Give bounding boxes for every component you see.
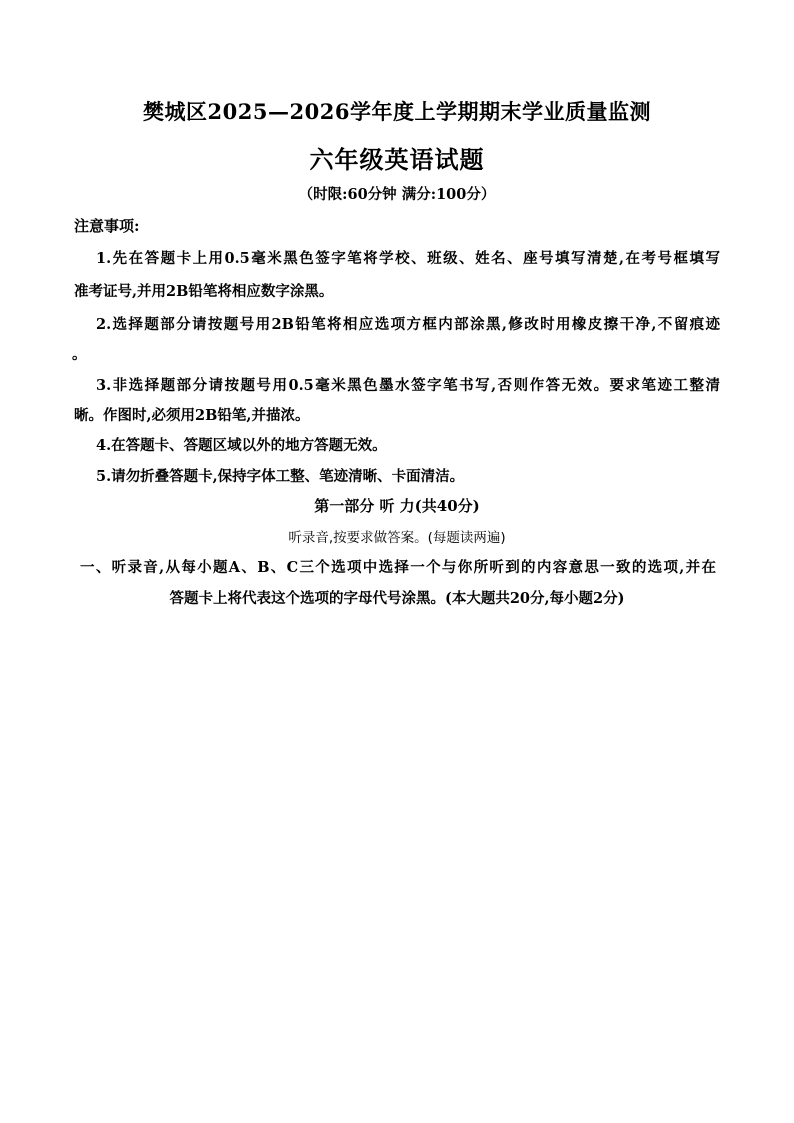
exam-subtitle: 六年级英语试题 <box>309 145 485 174</box>
notice-item-1-line-1: 1.先在答题卡上用0.5毫米黑色签字笔将学校、班级、姓名、座号填写清楚,在考号框填写 <box>96 250 720 267</box>
notice-item-1-line-2: 准考证号,并用2B铅笔将相应数字涂黑。 <box>74 283 334 300</box>
notice-item-2-line-1: 2.选择题部分请按题号用2B铅笔将相应选项方框内部涂黑,修改时用橡皮擦干净,不留痕迹 <box>96 316 720 333</box>
notice-item-2-line-2: 。 <box>72 346 87 363</box>
question-1-instruction-line-2: 答题卡上将代表这个选项的字母代号涂黑。(本大题共20分,每小题2分) <box>169 590 625 607</box>
notice-item-5: 5.请勿折叠答题卡,保持字体工整、笔迹清晰、卡面清洁。 <box>96 468 465 485</box>
question-1-instruction-line-1: 一、听录音,从每小题A、B、C三个选项中选择一个与你所听到的内容意思一致的选项,并在 <box>80 559 716 576</box>
notice-item-3-line-2: 晰。作图时,必须用2B铅笔,并描浓。 <box>74 407 310 424</box>
part-1-note: 听录音,按要求做答案。(每题读两遍) <box>288 530 506 546</box>
part-1-heading: 第一部分 听 力(共40分) <box>314 497 480 515</box>
notice-heading: 注意事项: <box>74 217 140 235</box>
exam-title: 樊城区2025—2026学年度上学期期末学业质量监测 <box>143 99 651 124</box>
notice-item-3-line-1: 3.非选择题部分请按题号用0.5毫米黑色墨水签字笔书写,否则作答无效。要求笔迹工整清 <box>96 377 720 394</box>
time-limit: （时限:60分钟 满分:100分） <box>298 186 496 203</box>
notice-item-4: 4.在答题卡、答题区域以外的地方答题无效。 <box>96 437 387 454</box>
